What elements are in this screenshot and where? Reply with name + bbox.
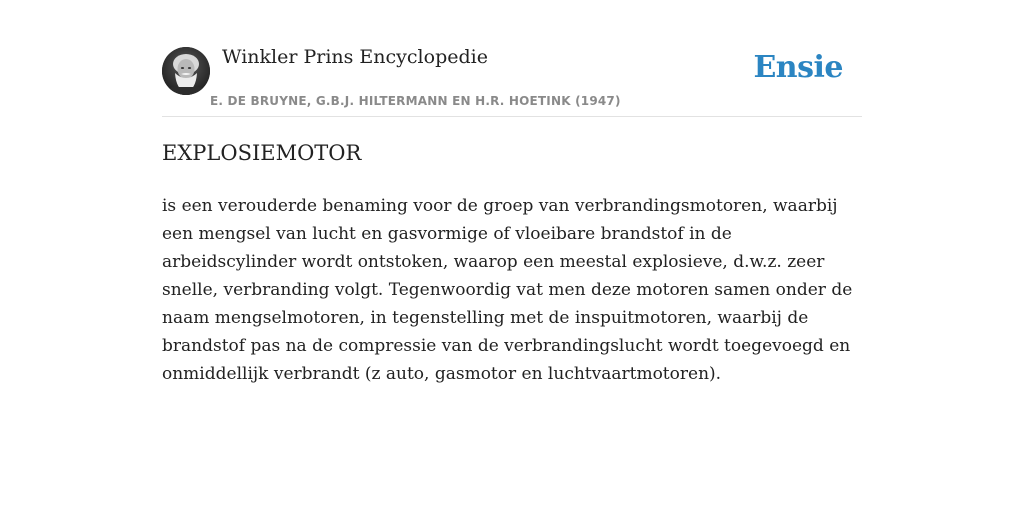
entry-text-part-1: is een verouderde benaming voor de groep van verbrandingsmotoren, waarbij een mengsel van lucht en gasvormige of vloeibare brandstof in de arbeidscylinder wordt ontstoken, waarop een meestal explosieve, d.w.z. zeer snelle, verbranding volgt. Tegenwoordig vat men deze motoren samen onder de naam mengselmotoren, in tegenstelling met de inspuitmotoren, waarbij de brandstof pas na de compressie van de verbrandingslucht wordt toegevoegd en onmiddellijk verbrandt ( (162, 196, 853, 384)
page (162, 0, 862, 384)
portrait-photo-icon (162, 47, 210, 95)
entry-body (162, 192, 862, 388)
author-avatar[interactable] (162, 47, 210, 95)
entry-title: EXPLOSIEMOTOR (162, 141, 362, 165)
cross-reference-marker[interactable]: z (371, 364, 381, 384)
author-credit: E. DE BRUYNE, G.B.J. HILTERMANN EN H.R. HOETINK (1947) (210, 94, 621, 108)
page-header (162, 0, 862, 117)
ensie-logo-link[interactable]: Ensie (753, 50, 843, 85)
encyclopedia-title[interactable]: Winkler Prins Encyclopedie (222, 46, 488, 68)
entry-text-part-2: auto, gasmotor en luchtvaartmotoren). (380, 364, 722, 384)
